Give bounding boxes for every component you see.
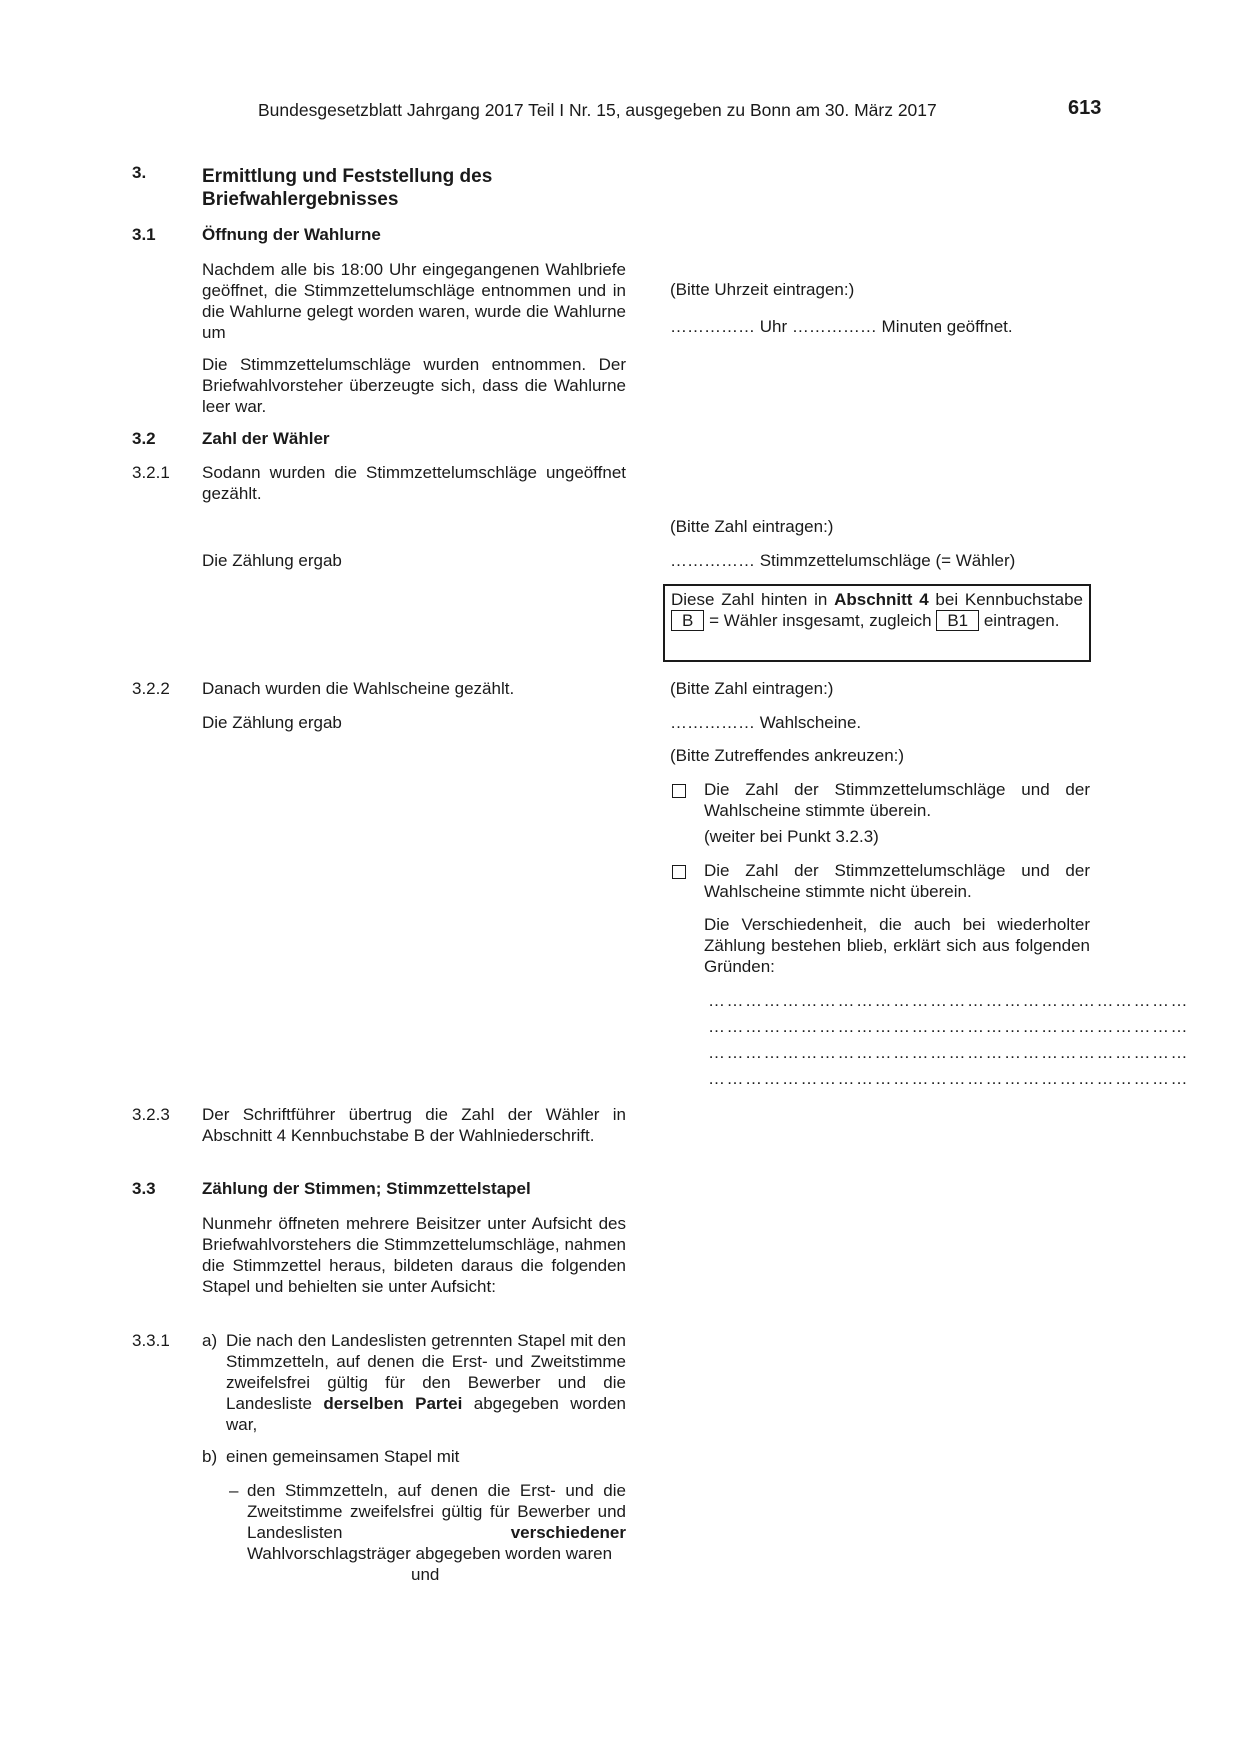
kennbuchstabe-b: B <box>671 610 704 631</box>
item-label-b: b) <box>202 1447 218 1466</box>
reason-line-4[interactable]: …………………………………………………………………… <box>708 1069 1189 1088</box>
item-a-bold: derselben Partei <box>323 1394 463 1413</box>
box-text-pre: Diese Zahl hinten in <box>671 590 835 609</box>
dash-post: Wahlvorschlagsträger abgegeben worden waren <box>247 1544 613 1563</box>
item-number-3-3-1: 3.3.1 <box>132 1331 170 1350</box>
item-number-3-2-3: 3.2.3 <box>132 1105 170 1124</box>
section-title-line-2: Briefwahlergebnisses <box>202 189 399 210</box>
option-match-note: (weiter bei Punkt 3.2.3) <box>704 827 879 846</box>
subsection-title-3-2: Zahl der Wähler <box>202 429 330 448</box>
box-text-mid2: = Wähler insgesamt, zugleich <box>704 611 937 630</box>
reason-line-2[interactable]: …………………………………………………………………… <box>708 1017 1189 1036</box>
mismatch-explanation: Die Verschiedenheit, die auch bei wiederholter Zählung bestehen blieb, erklärt sich aus folgenden Gründen: <box>704 915 1090 976</box>
subsection-number-3-3: 3.3 <box>132 1179 156 1198</box>
instruction-box <box>663 584 1091 662</box>
text-3-2-3: Der Schriftführer übertrug die Zahl der Wähler in Abschnitt 4 Kennbuchstabe B der Wahlniederschrift. <box>202 1105 626 1145</box>
item-b-text: einen gemeinsamen Stapel mit <box>226 1447 460 1466</box>
dash-bold: verschiedener <box>510 1523 626 1542</box>
section-number: 3. <box>132 163 147 182</box>
dash-item-text <box>247 1480 626 1564</box>
option-match: Die Zahl der Stimmzettelumschläge und der Wahlscheine stimmte überein. <box>704 780 1090 820</box>
item-a-post: abgegeben worden war, <box>226 1394 626 1434</box>
dash-pre: den Stimmzetteln, auf denen die Erst- und die Zweitstimme zweifelsfrei gültig für Bewerber und Landeslisten <box>247 1481 626 1542</box>
reason-line-3[interactable]: …………………………………………………………………… <box>708 1043 1189 1062</box>
checkbox-match[interactable] <box>672 784 686 798</box>
hint-count-voters: (Bitte Zahl eintragen:) <box>670 517 834 536</box>
box-text-bold: Abschnitt 4 <box>834 590 929 609</box>
item-a-pre: Die nach den Landeslisten getrennten Stapel mit den Stimmzetteln, auf denen die Erst- und Zweitstimme zweifelsfrei gültig für den Bewerber und die Landesliste <box>226 1331 626 1413</box>
fill-wahlschein-count: …………… Wahlscheine. <box>670 713 862 732</box>
text-3-2-1: Sodann wurden die Stimmzettelumschläge ungeöffnet gezählt. <box>202 463 626 503</box>
text-3-2-2: Danach wurden die Wahlscheine gezählt. <box>202 679 515 698</box>
result-label-3-2-1: Die Zählung ergab <box>202 551 342 570</box>
item-label-a: a) <box>202 1331 218 1350</box>
checkbox-mismatch[interactable] <box>672 865 686 879</box>
item-number-3-2-1: 3.2.1 <box>132 463 170 482</box>
paragraph-3-3: Nunmehr öffneten mehrere Beisitzer unter Aufsicht des Briefwahlvorstehers die Stimmzettelumschläge, nahmen die Stimmzettel heraus, bildeten daraus die folgenden Stapel und behielten sie unter Aufsicht: <box>202 1214 626 1296</box>
subsection-title-3-1: Öffnung der Wahlurne <box>202 225 381 244</box>
box-text-mid: bei Kennbuchstabe <box>928 590 1084 609</box>
page-number: 613 <box>1068 97 1102 119</box>
running-header: Bundesgesetzblatt Jahrgang 2017 Teil I Nr. 15, ausgegeben zu Bonn am 30. März 2017 <box>258 100 937 120</box>
paragraph-3-1-a: Nachdem alle bis 18:00 Uhr eingegangenen Wahlbriefe geöffnet, die Stimmzettelumschläge entnommen und in die Wahlurne gelegt worden waren, wurde die Wahlurne um <box>202 260 626 342</box>
item-a-text <box>226 1330 626 1435</box>
fill-time-opened: …………… Uhr …………… Minuten geöffnet. <box>670 317 1013 336</box>
hint-time: (Bitte Uhrzeit eintragen:) <box>670 280 855 299</box>
subsection-number-3-1: 3.1 <box>132 225 156 244</box>
paragraph-3-1-b: Die Stimmzettelumschläge wurden entnommen. Der Briefwahlvorsteher überzeugte sich, dass die Wahlurne leer war. <box>202 355 626 416</box>
fill-envelope-count: …………… Stimmzettelumschläge (= Wähler) <box>670 551 1016 570</box>
item-number-3-2-2: 3.2.2 <box>132 679 170 698</box>
hint-check: (Bitte Zutreffendes ankreuzen:) <box>670 746 905 765</box>
dash-und: und <box>411 1565 440 1584</box>
section-title <box>202 165 626 211</box>
result-label-3-2-2: Die Zählung ergab <box>202 713 342 732</box>
hint-count-ballots: (Bitte Zahl eintragen:) <box>670 679 834 698</box>
section-title-line-1: Ermittlung und Feststellung des <box>202 166 493 187</box>
kennbuchstabe-b1: B1 <box>936 610 979 631</box>
dash-marker: – <box>229 1481 239 1500</box>
reason-line-1[interactable]: …………………………………………………………………… <box>708 991 1189 1010</box>
box-text-end: eintragen. <box>979 611 1060 630</box>
subsection-title-3-3: Zählung der Stimmen; Stimmzettelstapel <box>202 1179 531 1198</box>
subsection-number-3-2: 3.2 <box>132 429 156 448</box>
option-mismatch: Die Zahl der Stimmzettelumschläge und der Wahlscheine stimmte nicht überein. <box>704 861 1090 901</box>
